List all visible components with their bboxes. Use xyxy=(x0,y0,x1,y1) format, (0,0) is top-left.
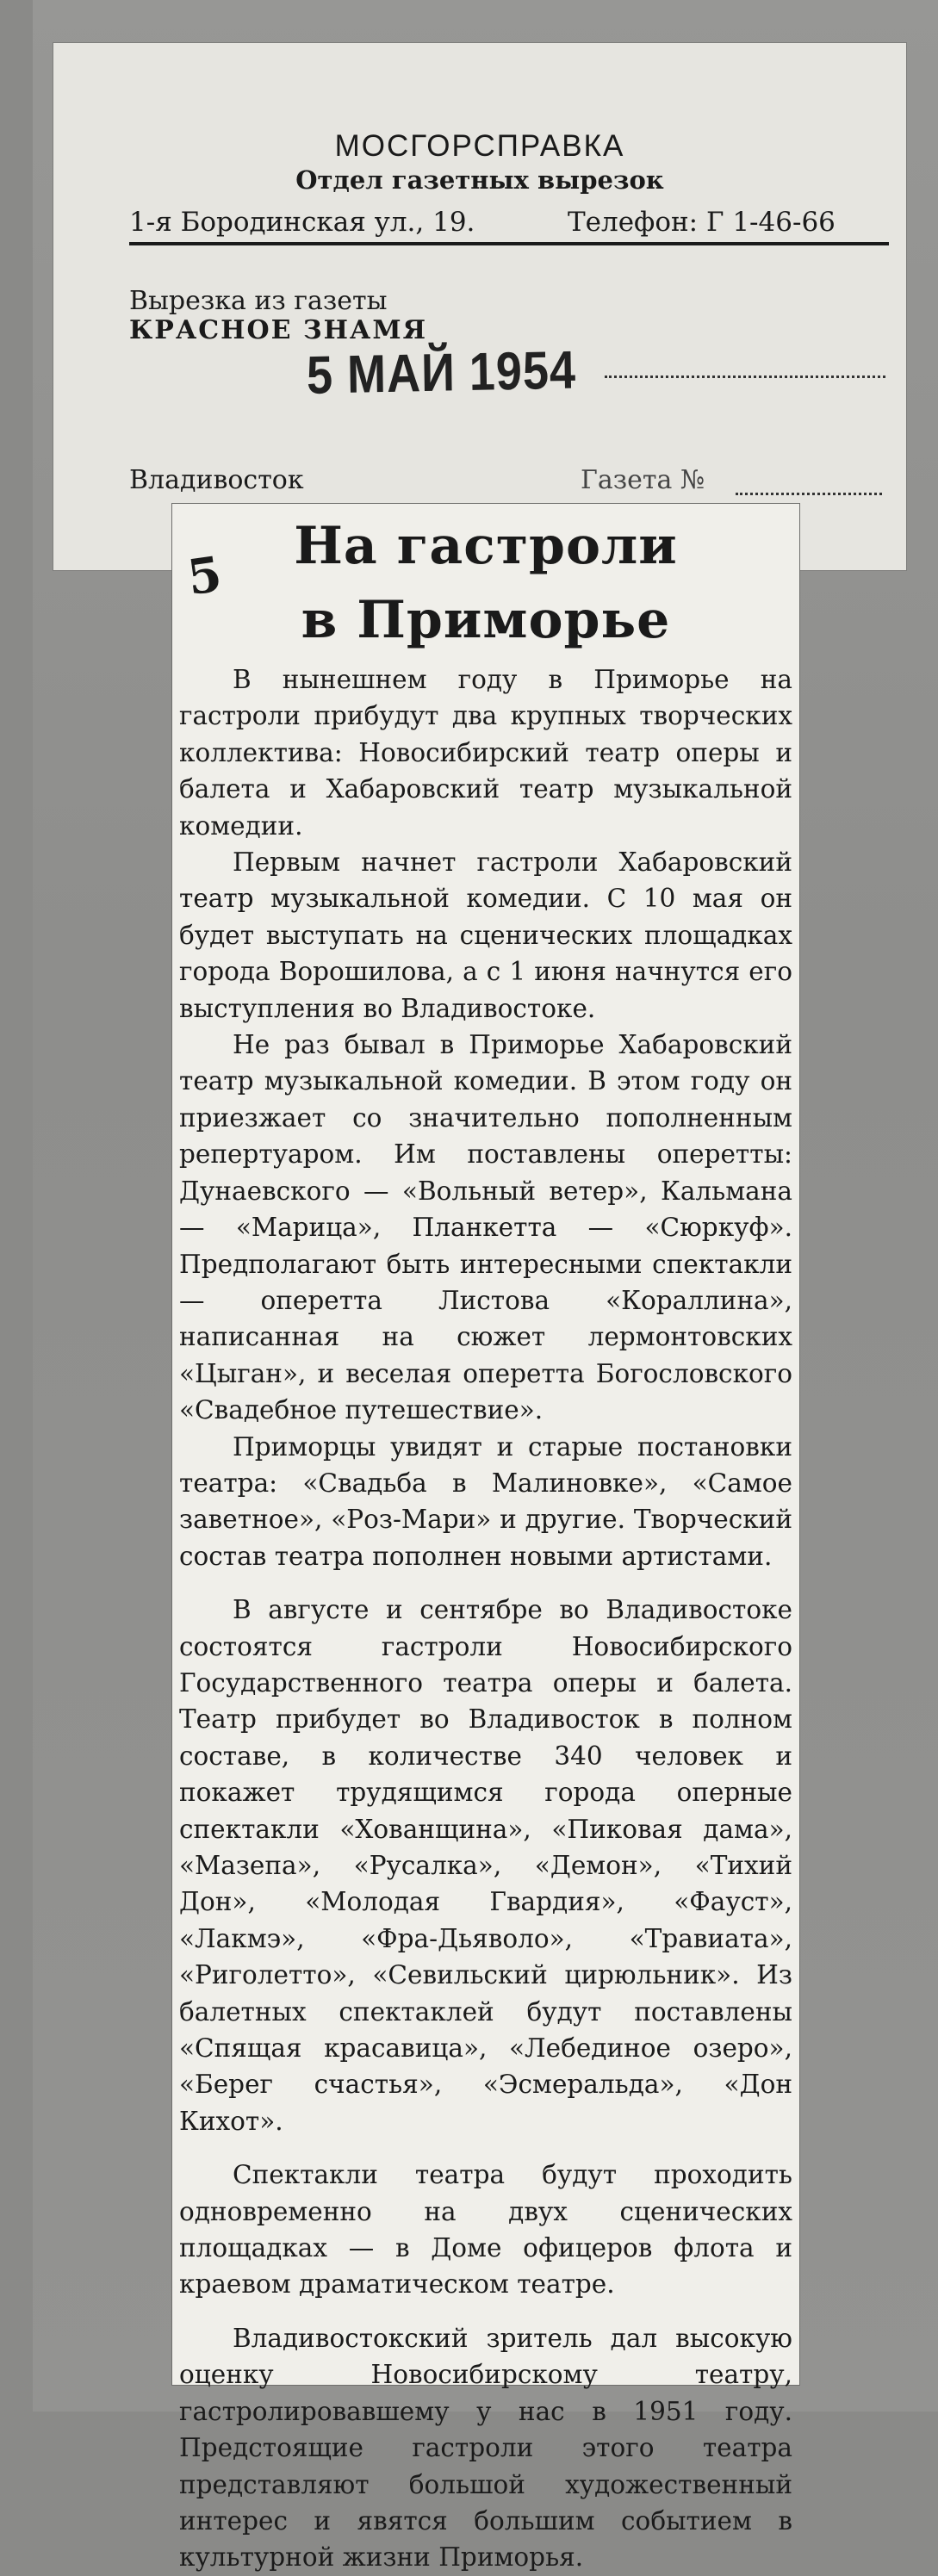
clipping-service-label xyxy=(53,43,906,570)
paragraph: Приморцы увидят и старые постановки театра: «Свадьба в Малиновке», «Самое заветное», «Роз-Мари» и другие. Творческий состав театра пополнен новыми артистами. xyxy=(179,1431,792,1571)
date-stamp: 5 МАЙ 1954 xyxy=(306,340,577,406)
article-body xyxy=(179,661,792,2576)
title-line: в Приморье xyxy=(301,590,671,650)
newspaper-clipping xyxy=(172,504,799,2573)
department-name: Отдел газетных вырезок xyxy=(295,165,664,195)
dotted-fill-line xyxy=(736,493,882,495)
phone: Телефон: Г 1-46-66 xyxy=(568,207,836,238)
header-rule xyxy=(129,242,889,245)
paragraph: Владивостокский зритель дал высокую оценку Новосибирскому театру, гастролировавшему у нас в 1951 году. Предстоящие гастроли этого театра представляют большой художественный интерес и явятся большим событием в культурной жизни Приморья. xyxy=(179,2323,792,2573)
paragraph: Спектакли театра будут проходить одновременно на двух сценических площадках — в Доме офицеров флота и краевом драматическом театре. xyxy=(179,2160,792,2300)
title-line: На гастроли xyxy=(294,516,678,576)
gazette-number-label: Газета № xyxy=(581,465,705,495)
paragraph: В августе и сентябре во Владивостоке состоятся гастроли Новосибирского Государственного театра оперы и балета. Театр прибудет во Владивосток в полном составе, в количестве 340 человек и покажет трудящимся города оперные спектакли «Хованщина», «Пиковая дама», «Мазепа», «Русалка», «Демон», «Тихий Дон», «Молодая Гвардия», «Фауст», «Лакмэ», «Фра-Дьяволо», «Травиата», «Риголетто», «Севильский цирюльник». Из балетных спектаклей будут поставлены «Спящая красавица», «Лебединое озеро», «Берег счастья», «Эсмеральда», «Дон Кихот». xyxy=(179,1595,792,2136)
newspaper-name: КРАСНОЕ ЗНАМЯ xyxy=(129,315,428,345)
dotted-fill-line xyxy=(605,376,885,378)
cut-from-label: Вырезка из газеты xyxy=(129,286,388,316)
article-title xyxy=(172,509,799,657)
org-name: МОСГОРСПРАВКА xyxy=(334,129,625,163)
address: 1-я Бородинская ул., 19. xyxy=(129,207,475,238)
handwritten-number: 5 xyxy=(183,545,226,607)
paragraph: Первым начнет гастроли Хабаровский театр музыкальной комедии. С 10 мая он будет выступать на сценических площадках города Ворошилова, а с 1 июня начнутся его выступления во Владивостоке. xyxy=(179,847,792,1023)
paragraph: Не раз бывал в Приморье Хабаровский театр музыкальной комедии. В этом году он приезжает со значительно пополненным репертуаром. Им поставлены оперетты: Дунаевского — «Вольный ветер», Кальмана — «Марица», Планкетта — «Сюркуф». Предполагают быть интересными спектакли — оперетта Листова «Кораллина», написанная на сюжет лермонтовских «Цыган», и веселая оперетта Богословского «Свадебное путешествие». xyxy=(179,1030,792,1425)
paragraph: В нынешнем году в Приморье на гастроли прибудут два крупных творческих коллектива: Новосибирский театр оперы и балета и Хабаровский театр музыкальной комедии. xyxy=(179,665,792,841)
city: Владивосток xyxy=(129,465,304,495)
